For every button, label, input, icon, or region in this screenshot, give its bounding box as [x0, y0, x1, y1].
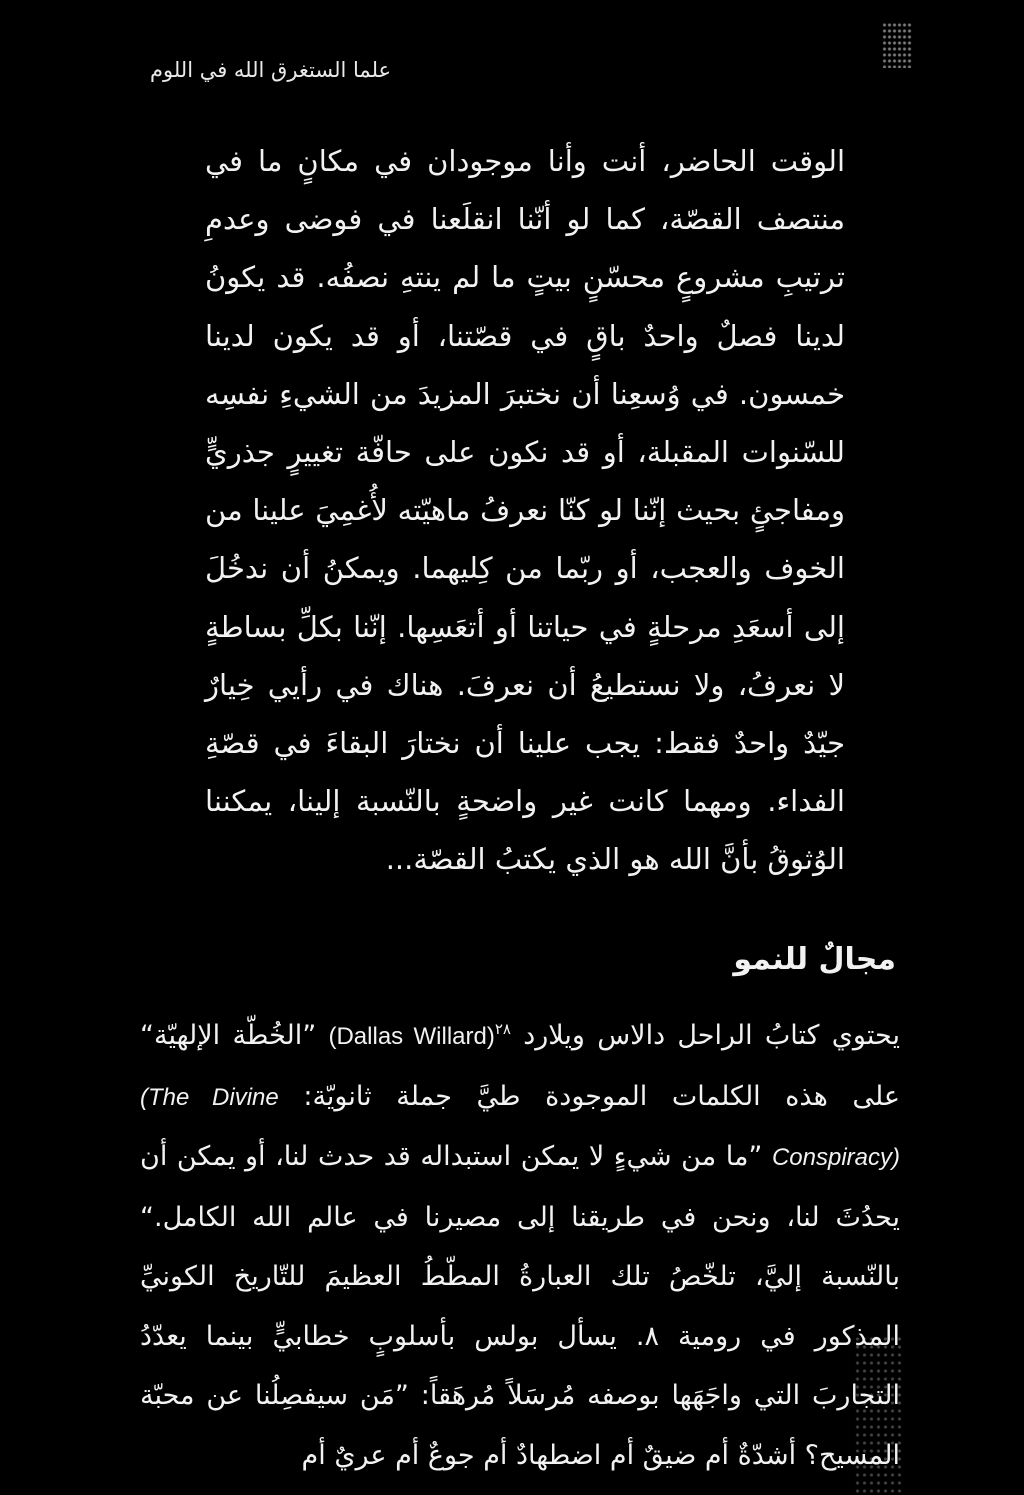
second-paragraph-part1: يحتوي كتابُ الراحل دالاس ويلارد — [523, 1020, 900, 1051]
main-text-block — [205, 132, 845, 889]
second-paragraph — [140, 1000, 900, 1485]
main-paragraph: الوقت الحاضر، أنت وأنا موجودان في مكانٍ ما في منتصف القصّة، كما لو أنّنا انقلَعنا في فوضى وعدمِ ترتيبِ مشروعٍ محسّنٍ بيتٍ ما لم ينتهِ نصفُه. قد يكونُ لدينا فصلٌ واحدٌ باقٍ في قصّتنا، أو قد يكون لدينا خمسون. في وُسعِنا أن نختبرَ المزيدَ من الشيءِ نفسِه للسّنوات المقبلة، أو قد نكون على حافّة تغييرٍ جذريٍّ ومفاجئٍ بحيث إنّنا لو كنّا نعرفُ ماهيّته لأُغمِيَ علينا من الخوف والعجب، أو ربّما من كِليهما. ويمكنُ أن ندخُلَ إلى أسعَدِ مرحلةٍ في حياتنا أو أتعَسِها. إنّنا بكلِّ بساطةٍ لا نعرفُ، ولا نستطيعُ أن نعرفَ. هناك في رأيي خِيارٌ جيّدٌ واحدٌ فقط: يجب علينا أن نختارَ البقاءَ في قصّةِ الفداء. ومهما كانت غير واضحةٍ بالنّسبة إلينا، يمكننا الوُثوقُ بأنَّ الله هو الذي يكتبُ القصّة... — [205, 144, 845, 877]
second-text-block — [140, 1000, 900, 1485]
section-title: مجالٌ للنمو — [733, 942, 896, 977]
second-paragraph-part3: ”ما من شيءٍ لا يمكن استبداله قد حدث لنا، أو يمكن أن يحدُثَ لنا، ونحن في طريقنا إلى مصيرنا في عالم الله الكامل.“ بالنّسبة إليَّ، تلخّصُ تلك العبارةُ المطّطُ العظيمَ للتّاريخ الكونيِّ المذكور في رومية ٨. يسأل بولس بأسلوبٍ خطابيٍّ بينما يعدّدُ التجاربَ التي واجَهَها بوصفه مُرسَلاً مُرهَقاً: ”مَن سيفصِلُنا عن محبّة المسيح؟ أشدّةٌ أم ضيقٌ أم اضطهادٌ أم جوعٌ أم عريٌ أم — [140, 1141, 900, 1471]
scan-noise-top — [882, 22, 912, 68]
running-header: علما الستغرق الله في اللوم — [150, 58, 392, 82]
footnote-marker: ٢٨ — [494, 1020, 511, 1038]
author-name-latin: (Dallas Willard) — [328, 1023, 495, 1050]
second-paragraph-part2: ”الخُطّة الإلهيّة“ على هذه الكلمات الموجودة طيَّ جملة ثانويّة: — [140, 1020, 900, 1112]
book-title-latin: (The Divine Conspiracy) — [140, 1083, 900, 1171]
